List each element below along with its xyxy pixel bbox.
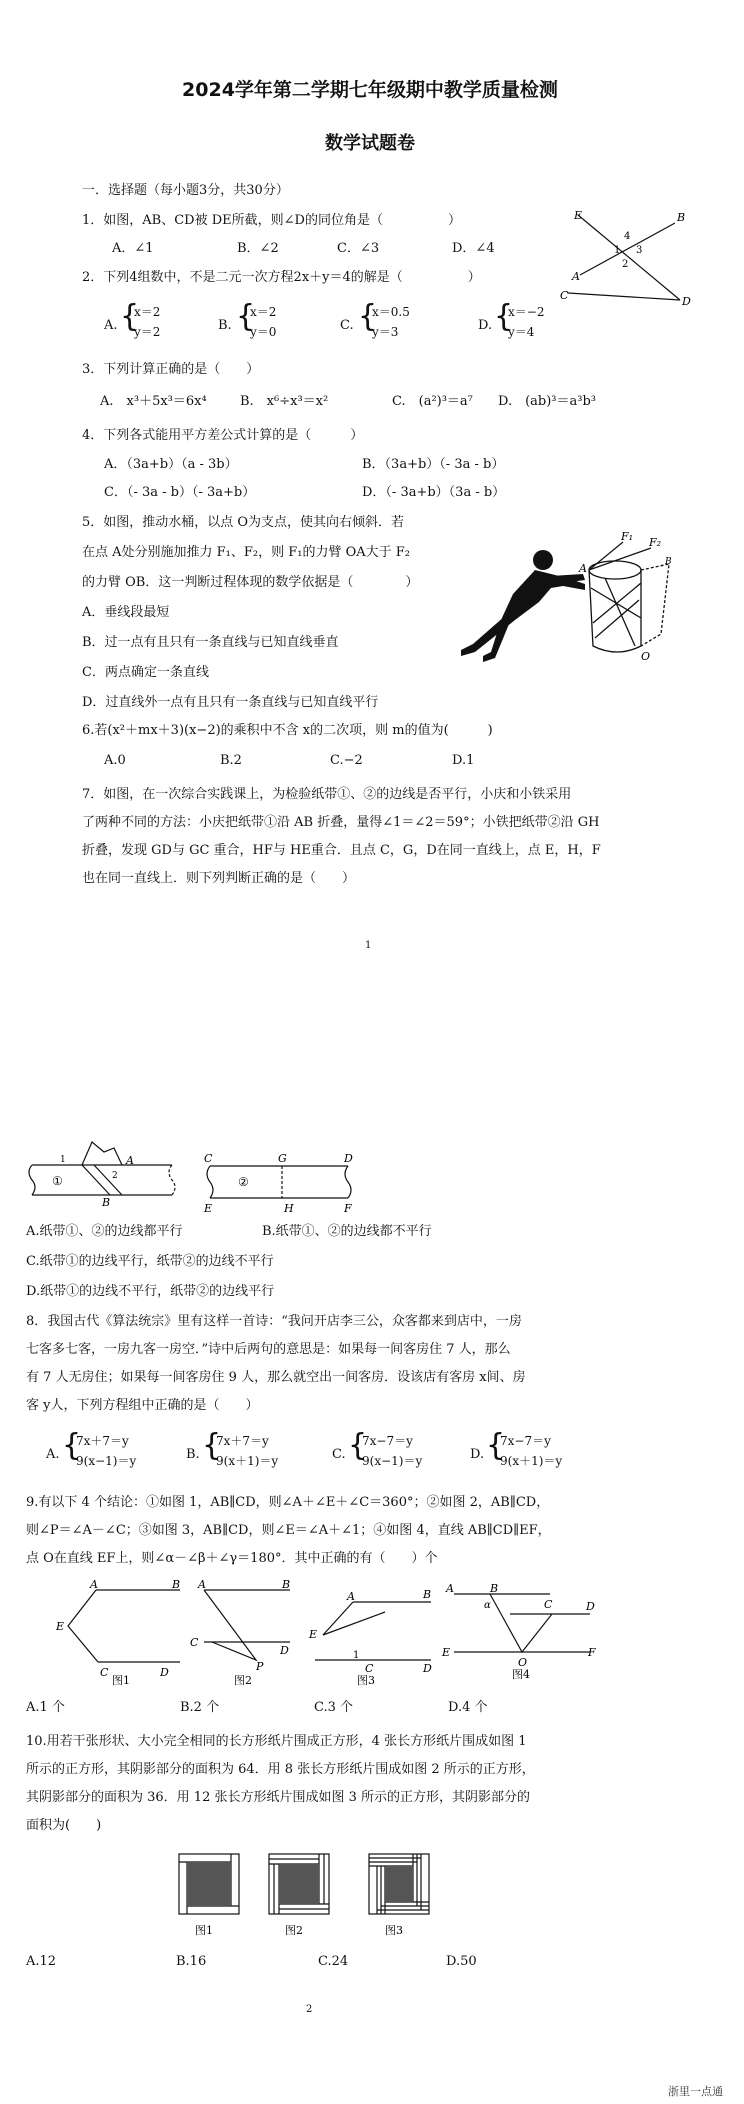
q4-option-a: A．（3a+b）（a - 3b）: [104, 457, 238, 472]
q8-line-2: 七客多七客，一房九客一房空．”诗中后两句的意思是：如果每一间客房住 7 人，那么: [26, 1342, 511, 1357]
q9-line-2: 则∠P＝∠A－∠C；③如图 3，AB∥CD，则∠E＝∠A＋∠1；④如图 4，直线 AB∥CD∥EF，: [26, 1523, 551, 1538]
q9-f1-a: A: [90, 1578, 98, 1591]
q5-line-2: 在点 A处分别施加推力 F₁、F₂，则 F₁的力臂 OA大于 F₂: [82, 545, 411, 560]
q7-label-b: B: [102, 1196, 111, 1209]
q10-line-2: 所示的正方形，其阴影部分的面积为 64．用 8 张长方形纸片围成如图 2 所示的正方形，: [26, 1762, 535, 1777]
q1-label-4: 4: [624, 231, 631, 242]
q3-option-d: D. (ab)³＝a³b³: [498, 394, 597, 409]
q9-line-3: 点 O在直线 EF上，则∠α－∠β＋∠γ＝180°．其中正确的有（ ）个: [26, 1551, 438, 1566]
q6-option-c: C.−2: [330, 753, 363, 768]
q9-f2-d: D: [280, 1644, 289, 1657]
q1-stem: 1．如图，AB、CD被 DE所截，则∠D的同位角是（ ）: [82, 213, 461, 228]
q9-f1-e: E: [56, 1620, 65, 1633]
q9-f1-b: B: [172, 1578, 181, 1591]
q9-figure-2: [190, 1580, 300, 1685]
q9-f3-d: D: [423, 1662, 432, 1675]
q1-option-d: D．∠4: [452, 241, 495, 256]
q9-caption-3: 图3: [357, 1674, 375, 1687]
q5-option-b: B．过一点有且只有一条直线与已知直线垂直: [82, 635, 339, 650]
q9-f3-a: A: [347, 1590, 355, 1603]
q9-f2-a: A: [198, 1578, 206, 1591]
person-silhouette: [461, 550, 585, 662]
q7-option-d: D.纸带①的边线不平行，纸带②的边线平行: [26, 1284, 275, 1299]
q7-label-strip1: ①: [52, 1174, 63, 1188]
q9-f2-b: B: [282, 1578, 291, 1591]
q7-option-c: C.纸带①的边线平行，纸带②的边线不平行: [26, 1254, 274, 1269]
q7-label-c: C: [204, 1152, 213, 1165]
q5-option-c: C．两点确定一条直线: [82, 665, 209, 680]
q10-line-3: 其阴影部分的面积为 36．用 12 张长方形纸片围成如图 3 所示的正方形，其阴影部分的: [26, 1790, 531, 1805]
q7-label-d: D: [344, 1152, 353, 1165]
q1-label-c: C: [560, 289, 569, 302]
q10-caption-1: 图1: [195, 1924, 213, 1937]
q9-option-d: D.4 个: [448, 1700, 488, 1715]
q10-figure-3: [365, 1848, 435, 1940]
q3-stem: 3．下列计算正确的是（ ）: [82, 362, 260, 377]
q8-line-1: 8．我国古代《算法统宗》里有这样一首诗：“我问开店李三公，众客都来到店中，一房: [26, 1314, 522, 1329]
q7-label-2: 2: [112, 1171, 118, 1181]
q5-figure: [455, 528, 680, 673]
q7-option-b: B.纸带①、②的边线都不平行: [262, 1224, 432, 1239]
q7-line-1: 7．如图，在一次综合实践课上，为检验纸带①、②的边线是否平行，小庆和小铁采用: [82, 787, 572, 802]
q9-caption-1: 图1: [112, 1674, 130, 1687]
q1-label-e: E: [574, 209, 583, 222]
q8-line-4: 客 y人，下列方程组中正确的是（ ）: [26, 1398, 259, 1413]
q9-caption-4: 图4: [512, 1668, 530, 1681]
q9-f4-b: B: [490, 1582, 499, 1595]
q5-label-o: O: [641, 650, 651, 663]
q10-line-4: 面积为( ): [26, 1818, 102, 1833]
q9-f1-d: D: [160, 1666, 169, 1679]
q5-label-b: B: [665, 557, 672, 567]
q1-label-1: 1: [614, 245, 621, 256]
q9-option-b: B.2 个: [180, 1700, 220, 1715]
q10-caption-2: 图2: [285, 1924, 303, 1937]
q6-option-d: D.1: [452, 753, 475, 768]
q1-label-2: 2: [622, 259, 629, 270]
q1-label-a: A: [572, 270, 580, 283]
q7-label-h: H: [284, 1202, 294, 1215]
q7-label-a: A: [126, 1154, 134, 1167]
q10-option-b: B.16: [176, 1954, 207, 1969]
q10-option-c: C.24: [318, 1954, 349, 1969]
page-subtitle: 数学试题卷: [325, 133, 415, 154]
q4-stem: 4．下列各式能用平方差公式计算的是（ ）: [82, 428, 364, 443]
bucket: [589, 561, 669, 652]
q1-label-d: D: [682, 295, 691, 308]
q2-stem: 2．下列4组数中，不是二元一次方程2x＋y＝4的解是（ ）: [82, 270, 481, 285]
q9-line-1: 9.有以下 4 个结论：①如图 1，AB∥CD，则∠A＋∠E＋∠C＝360°；②如图 2，AB∥CD，: [26, 1495, 550, 1510]
q9-option-c: C.3 个: [314, 1700, 354, 1715]
page-number-1: 1: [365, 940, 372, 951]
q7-line-4: 也在同一直线上．则下列判断正确的是（ ）: [82, 871, 356, 886]
section-heading: 一．选择题（每小题3分，共30分）: [82, 183, 289, 198]
q1-label-3: 3: [636, 245, 643, 256]
q10-figure-2: [265, 1848, 335, 1940]
page-title: 2024学年第二学期七年级期中教学质量检测: [182, 79, 558, 101]
q9-f4-e: E: [442, 1646, 451, 1659]
q10-figure-1: [175, 1848, 245, 1940]
q1-option-b: B．∠2: [237, 241, 279, 256]
q9-f4-o: O: [518, 1656, 528, 1669]
q7-label-1: 1: [60, 1155, 66, 1165]
q7-label-e: E: [204, 1202, 213, 1215]
q9-caption-2: 图2: [234, 1674, 252, 1687]
q5-line-3: 的力臂 OB．这一判断过程体现的数学依据是（ ）: [82, 575, 419, 590]
q4-option-c: C．（- 3a - b）（- 3a+b）: [104, 485, 256, 500]
q9-f4-c: C: [544, 1598, 553, 1611]
q7-label-strip2: ②: [238, 1175, 249, 1189]
q7-option-a: A.纸带①、②的边线都平行: [26, 1224, 183, 1239]
q9-f2-c: C: [190, 1636, 199, 1649]
q4-option-b: B．（3a+b）（- 3a - b）: [362, 457, 505, 472]
q9-figure-1: [50, 1580, 190, 1685]
q3-option-b: B. x⁶÷x³＝x²: [240, 394, 329, 409]
q9-f3-e: E: [309, 1628, 318, 1641]
q5-label-f2: F₂: [649, 536, 662, 549]
q9-figure-3: [305, 1580, 440, 1685]
q4-option-d: D．（- 3a+b）（3a - b）: [362, 485, 506, 500]
q3-option-a: A. x³＋5x³＝6x⁴: [100, 394, 207, 409]
q7-label-f: F: [344, 1202, 352, 1215]
q8-line-3: 有 7 人无房住；如果每一间客房住 9 人，那么就空出一间客房．设该店有客房 x间、房: [26, 1370, 526, 1385]
watermark: 浙里一点通: [668, 2085, 723, 2098]
q9-f4-f: F: [588, 1646, 596, 1659]
q6-stem: 6.若(x²＋mx＋3)(x−2)的乘积中不含 x的二次项，则 m的值为( ): [82, 723, 493, 738]
q9-option-a: A.1 个: [26, 1700, 65, 1715]
q5-label-f1: F₁: [621, 530, 634, 543]
q9-f3-c: C: [365, 1662, 374, 1675]
q9-f4-alpha: α: [484, 1600, 491, 1611]
q7-figure-strip1: [22, 1140, 182, 1210]
q1-option-c: C．∠3: [337, 241, 380, 256]
q9-f4-a: A: [446, 1582, 454, 1595]
q7-label-g: G: [278, 1152, 287, 1165]
q6-option-b: B.2: [220, 753, 242, 768]
q10-option-d: D.50: [446, 1954, 477, 1969]
q10-caption-3: 图3: [385, 1924, 403, 1937]
q5-label-a: A: [579, 562, 587, 575]
q5-line-1: 5．如图，推动水桶，以点 O为支点，使其向右倾斜．若: [82, 515, 405, 530]
q9-f1-c: C: [100, 1666, 109, 1679]
q5-option-a: A．垂线段最短: [82, 605, 170, 620]
q9-figure-4: [440, 1580, 600, 1685]
q1-label-b: B: [677, 211, 686, 224]
page-number-2: 2: [306, 2004, 313, 2015]
q9-f3-b: B: [423, 1588, 432, 1601]
q9-f2-p: P: [256, 1660, 264, 1673]
q7-figure-strip2: [198, 1150, 358, 1216]
q9-f3-1: 1: [353, 1650, 360, 1661]
q6-option-a: A.0: [104, 753, 126, 768]
q10-line-1: 10.用若干张形状、大小完全相同的长方形纸片围成正方形，4 张长方形纸片围成如图 1: [26, 1734, 527, 1749]
q5-option-d: D．过直线外一点有且只有一条直线与已知直线平行: [82, 695, 379, 710]
q3-option-c: C. (a²)³＝a⁷: [392, 394, 473, 409]
q7-line-2: 了两种不同的方法：小庆把纸带①沿 AB 折叠，量得∠1＝∠2＝59°；小铁把纸带②沿 GH: [82, 815, 600, 830]
q7-line-3: 折叠，发现 GD与 GC 重合，HF与 HE重合．且点 C，G，D在同一直线上，点 E，H，F: [82, 843, 601, 858]
q1-figure: [560, 205, 690, 310]
q9-f4-d: D: [586, 1600, 595, 1613]
q1-option-a: A．∠1: [112, 241, 154, 256]
q10-option-a: A.12: [26, 1954, 57, 1969]
